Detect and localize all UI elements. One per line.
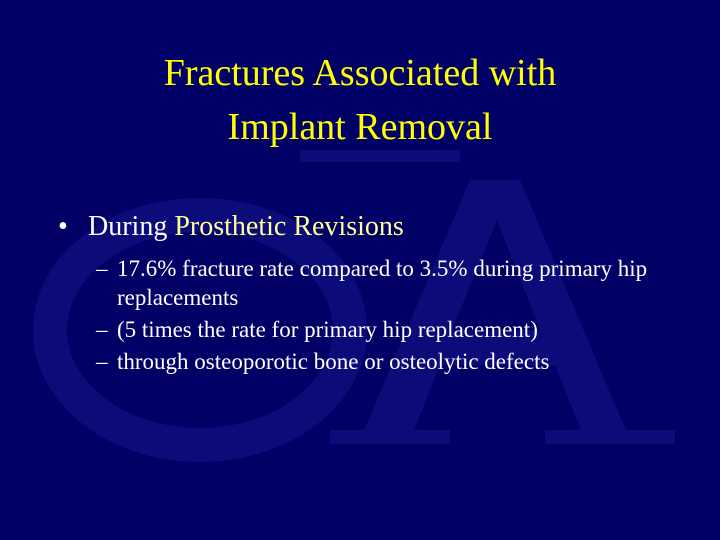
slide-body	[58, 206, 698, 376]
title-line-1: Fractures Associated with	[163, 52, 557, 94]
dash-icon: –	[96, 317, 108, 342]
sub-bullet-item	[58, 347, 698, 376]
bullet-lead-text: During	[88, 211, 175, 242]
sub-bullet-text: (5 times the rate for primary hip replacement)	[117, 317, 538, 342]
slide-title	[60, 46, 660, 154]
sub-bullet-text: through osteoporotic bone or osteolytic defects	[117, 349, 550, 374]
bullet-dot-icon: •	[58, 211, 68, 242]
sub-bullet-item	[58, 254, 698, 312]
bullet-item	[58, 206, 698, 248]
sub-bullet-item	[58, 315, 698, 344]
dash-icon: –	[96, 349, 108, 374]
sub-bullet-list	[58, 254, 698, 376]
bullet-highlight-text: Prosthetic Revisions	[174, 211, 404, 242]
title-line-2: Implant Removal	[227, 106, 493, 148]
sub-bullet-text: 17.6% fracture rate compared to 3.5% during primary hip replacements	[117, 256, 648, 310]
dash-icon: –	[96, 256, 108, 281]
